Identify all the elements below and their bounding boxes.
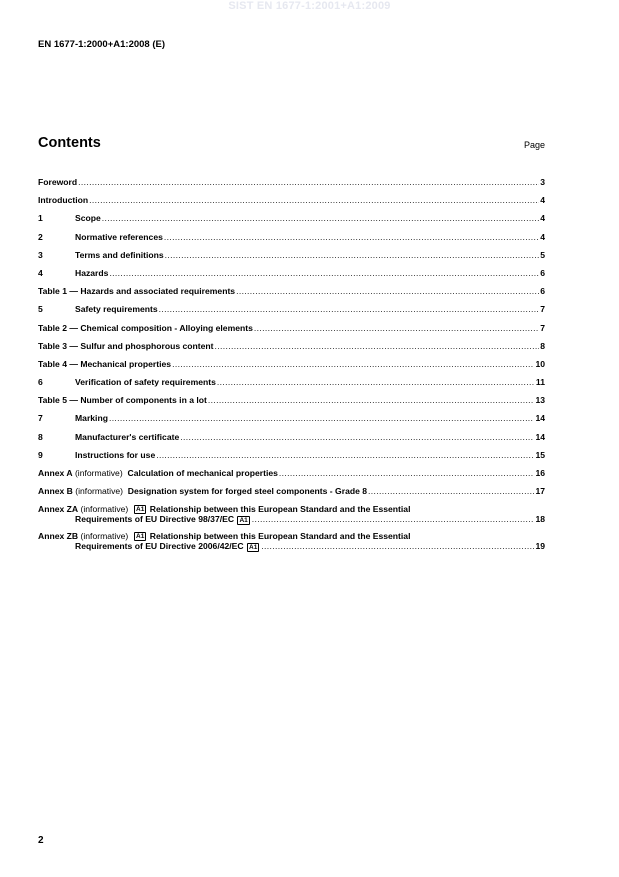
toc-entry[interactable] — [38, 357, 545, 375]
annex-type: (informative) — [80, 504, 129, 515]
toc-annex-entry[interactable] — [38, 529, 545, 556]
toc-annex-entry[interactable] — [38, 502, 545, 529]
amendment-start-marker-icon: A1 — [136, 533, 145, 541]
toc-entry-page: 7 — [540, 322, 545, 333]
leader-dots — [165, 250, 540, 260]
toc-entry-number: 1 — [38, 213, 43, 224]
table-of-contents — [38, 175, 545, 556]
toc-entry-label: Table 1 — Hazards and associated requirements — [38, 286, 236, 297]
toc-entry-page: 7 — [540, 304, 545, 315]
toc-entry[interactable] — [38, 430, 545, 448]
toc-entry-page: 6 — [540, 286, 545, 297]
toc-entry-page: 18 — [535, 514, 545, 525]
toc-entry-label: Marking — [75, 413, 108, 424]
annex-type: (informative) — [75, 486, 124, 497]
toc-entry-number: 3 — [38, 249, 43, 260]
toc-annex-entry[interactable] — [38, 484, 545, 502]
watermark: SIST EN 1677-1:2001+A1:2009 — [228, 0, 391, 12]
annex-title: Calculation of mechanical properties — [127, 468, 278, 478]
leader-dots — [109, 268, 539, 278]
annex-title: Relationship between this European Standard and the Essential — [149, 504, 411, 515]
toc-entry-label: Table 2 — Chemical composition - Alloying elements — [38, 322, 253, 333]
contents-title: Contents — [38, 135, 101, 151]
leader-dots — [109, 413, 534, 423]
toc-entry[interactable] — [38, 193, 545, 211]
leader-dots — [78, 177, 539, 187]
leader-dots — [254, 323, 539, 333]
annex-title-cont: Requirements of EU Directive 98/37/EC — [75, 514, 235, 525]
leader-dots — [261, 541, 534, 551]
toc-entry-page: 3 — [540, 177, 545, 187]
annex-name: Annex ZA — [38, 504, 79, 515]
toc-entry-number: 2 — [38, 231, 43, 242]
leader-dots — [279, 468, 535, 478]
toc-entry[interactable] — [38, 375, 545, 393]
leader-dots — [215, 341, 540, 351]
toc-entry-label: Scope — [75, 213, 101, 224]
leader-dots — [368, 486, 534, 496]
toc-entry-page: 11 — [535, 377, 545, 388]
leader-dots — [217, 377, 535, 387]
annex-title: Designation system for forged steel components - Grade 8 — [127, 486, 368, 497]
amendment-end-marker-icon: A1 — [239, 517, 248, 525]
toc-entry[interactable] — [38, 302, 545, 320]
toc-entry-page: 4 — [540, 231, 545, 242]
toc-entry-label: Table 3 — Sulfur and phosphorous content — [38, 340, 214, 351]
leader-dots — [172, 359, 534, 369]
toc-annex-entry[interactable] — [38, 466, 545, 484]
document-id: EN 1677-1:2000+A1:2008 (E) — [38, 39, 166, 50]
toc-entry-label: Table 5 — Number of components in a lot — [38, 395, 207, 406]
toc-entry-number: 9 — [38, 449, 43, 460]
leader-dots — [236, 286, 539, 296]
annex-title-cont: Requirements of EU Directive 2006/42/EC — [75, 541, 244, 552]
toc-entry-number: 8 — [38, 431, 43, 442]
toc-entry-number: 4 — [38, 267, 43, 278]
toc-entry[interactable] — [38, 284, 545, 302]
toc-entry-label: Instructions for use — [75, 449, 156, 460]
toc-entry[interactable] — [38, 175, 545, 193]
toc-entry-page: 10 — [535, 358, 545, 369]
toc-entry-page: 4 — [540, 195, 545, 206]
toc-entry-page: 14 — [535, 413, 545, 424]
toc-entry-page: 6 — [540, 267, 545, 278]
annex-type: (informative) — [80, 531, 129, 542]
footer-page-number: 2 — [38, 835, 44, 846]
leader-dots — [156, 450, 534, 460]
toc-entry-page: 8 — [540, 340, 545, 351]
toc-entry[interactable] — [38, 411, 545, 429]
annex-name: Annex B — [38, 486, 73, 497]
leader-dots — [252, 514, 535, 524]
toc-entry-page: 16 — [535, 468, 545, 478]
toc-entry-page: 15 — [535, 449, 545, 460]
toc-entry-label: Safety requirements — [75, 304, 158, 315]
leader-dots — [180, 432, 534, 442]
leader-dots — [89, 195, 539, 205]
toc-entry-page: 14 — [535, 431, 545, 442]
amendment-start-marker-icon: A1 — [136, 506, 145, 514]
toc-entry-label: Verification of safety requirements — [75, 377, 216, 388]
leader-dots — [159, 304, 540, 314]
toc-entry-label: Normative references — [75, 231, 163, 242]
toc-entry-number: 7 — [38, 413, 43, 424]
toc-entry-page: 17 — [535, 486, 545, 497]
annex-type: (informative) — [74, 468, 123, 478]
toc-entry-page: 13 — [535, 395, 545, 406]
annex-name: Annex ZB — [38, 531, 79, 542]
leader-dots — [102, 213, 539, 223]
toc-entry-page: 4 — [540, 213, 545, 224]
toc-entry[interactable] — [38, 339, 545, 357]
toc-entry[interactable] — [38, 266, 545, 284]
toc-entry-number: 5 — [38, 304, 43, 315]
toc-entry[interactable] — [38, 448, 545, 466]
toc-entry[interactable] — [38, 230, 545, 248]
toc-entry[interactable] — [38, 393, 545, 411]
toc-entry-label: Manufacturer's certificate — [75, 431, 180, 442]
leader-dots — [164, 232, 539, 242]
toc-entry[interactable] — [38, 321, 545, 339]
leader-dots — [208, 395, 535, 405]
toc-entry[interactable] — [38, 211, 545, 229]
toc-entry-label: Table 4 — Mechanical properties — [38, 358, 172, 369]
toc-entry-number: 6 — [38, 377, 43, 388]
annex-title: Relationship between this European Standard and the Essential — [149, 531, 411, 542]
toc-entry-label: Terms and definitions — [75, 249, 164, 260]
toc-entry-label: Introduction — [38, 195, 89, 206]
amendment-end-marker-icon: A1 — [249, 544, 258, 552]
annex-name: Annex A — [38, 468, 73, 478]
toc-entry-label: Foreword — [38, 177, 78, 187]
toc-entry[interactable] — [38, 248, 545, 266]
toc-entry-page: 5 — [540, 249, 545, 260]
toc-entry-label: Hazards — [75, 267, 109, 278]
toc-entry-page: 19 — [535, 541, 545, 552]
page-column-label: Page — [523, 140, 545, 150]
